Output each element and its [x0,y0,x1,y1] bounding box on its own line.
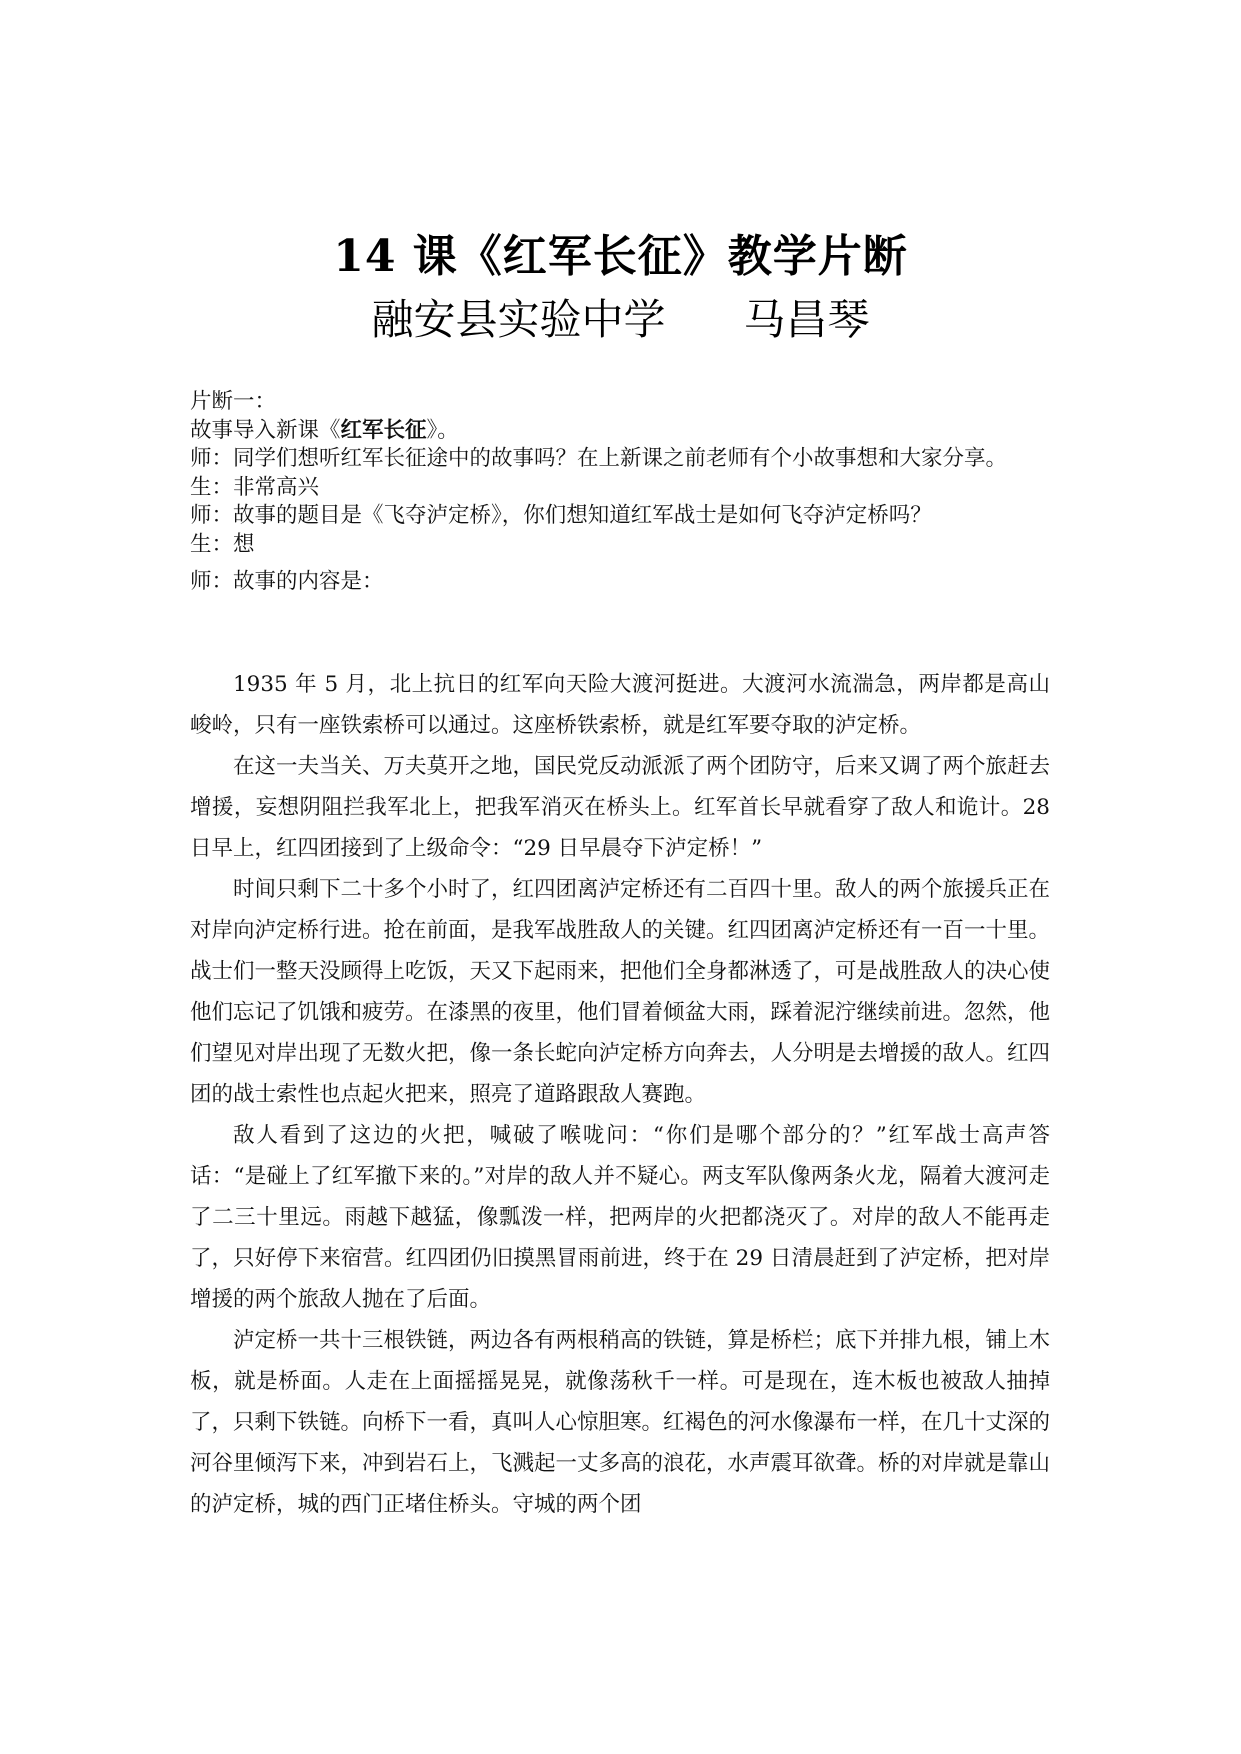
dialogue-line: 生：非常高兴 [190,474,320,500]
dialogue-section [190,388,1050,597]
intro-line [190,417,1050,446]
section-heading: 片断一： [190,389,277,414]
dialogue-line: 师：故事的题目是《飞夺泸定桥》，你们想知道红军战士是如何飞夺泸定桥吗？ [190,503,932,528]
story-paragraph: 泸定桥一共十三根铁链，两边各有两根稍高的铁链，算是桥栏；底下并排九根，铺上木板，就是桥面。人走在上面摇摇晃晃，就像荡秋千一样。可是现在，连木板也被敌人抽掉了，只剩下铁链。向桥下一看，真叫人心惊胆寒。红褐色的河水像瀑布一样，在几十丈深的河谷里倾泻下来，冲到岩石上，飞溅起一丈多高的浪花，水声震耳欲聋。桥的对岸就是靠山的泸定桥，城的西门正堵住桥头。守城的两个团 [190,1328,1051,1517]
story-paragraph: 在这一夫当关、万夫莫开之地，国民党反动派派了两个团防守，后来又调了两个旅赶去增援，妄想阴阻拦我军北上，把我军消灭在桥头上。红军首长早就看穿了敌人和诡计。28 日早上，红四团接到了上级命令：“29 日早晨夺下泸定桥！” [190,754,1051,861]
story-paragraph: 敌人看到了这边的火把，喊破了喉咙问：“你们是哪个部分的？”红军战士高声答话：“是碰上了红军撤下来的。”对岸的敌人并不疑心。两支军队像两条火龙，隔着大渡河走了二三十里远。雨越下越猛，像瓢泼一样，把两岸的火把都浇灭了。对岸的敌人不能再走了，只好停下来宿营。红四团仍旧摸黑冒雨前进，终于在 29 日清晨赶到了泸定桥，把对岸增援的两个旅敌人抛在了后面。 [190,1123,1050,1312]
story-paragraph: 时间只剩下二十多个小时了，红四团离泸定桥还有二百四十里。敌人的两个旅援兵正在对岸向泸定桥行进。抢在前面，是我军战胜敌人的关键。红四团离泸定桥还有一百一十里。战士们一整天没顾得上吃饭，天又下起雨来，把他们全身都淋透了，可是战胜敌人的决心使他们忘记了饥饿和疲劳。在漆黑的夜里，他们冒着倾盆大雨，踩着泥泞继续前进。忽然，他们望见对岸出现了无数火把，像一条长蛇向泸定桥方向奔去，人分明是去增援的敌人。红四团的战士索性也点起火把来，照亮了道路跟敌人赛跑。 [190,877,1051,1107]
dialogue-line: 师：同学们想听红军长征途中的故事吗？在上新课之前老师有个小故事想和大家分享。 [190,446,1008,471]
story-paragraph: 1935 年 5 月，北上抗日的红军向天险大渡河挺进。大渡河水流湍急，两岸都是高山峻岭，只有一座铁索桥可以通过。这座桥铁索桥，就是红军要夺取的泸定桥。 [190,672,1050,738]
document-subtitle [0,287,1241,347]
document-title: 14 课《红军长征》教学片断 [333,231,908,282]
intro-prefix: 故事导入新课《 [190,417,341,443]
intro-bold-title: 红军长征 [340,417,427,443]
intro-suffix: 》。 [426,417,459,443]
author-name: 马昌琴 [743,295,870,344]
story-text [190,664,1050,1525]
dialogue-line: 师：故事的内容是： [190,569,384,594]
dialogue-line: 生：想 [190,531,255,557]
school-name: 融安县实验中学 [371,295,666,344]
